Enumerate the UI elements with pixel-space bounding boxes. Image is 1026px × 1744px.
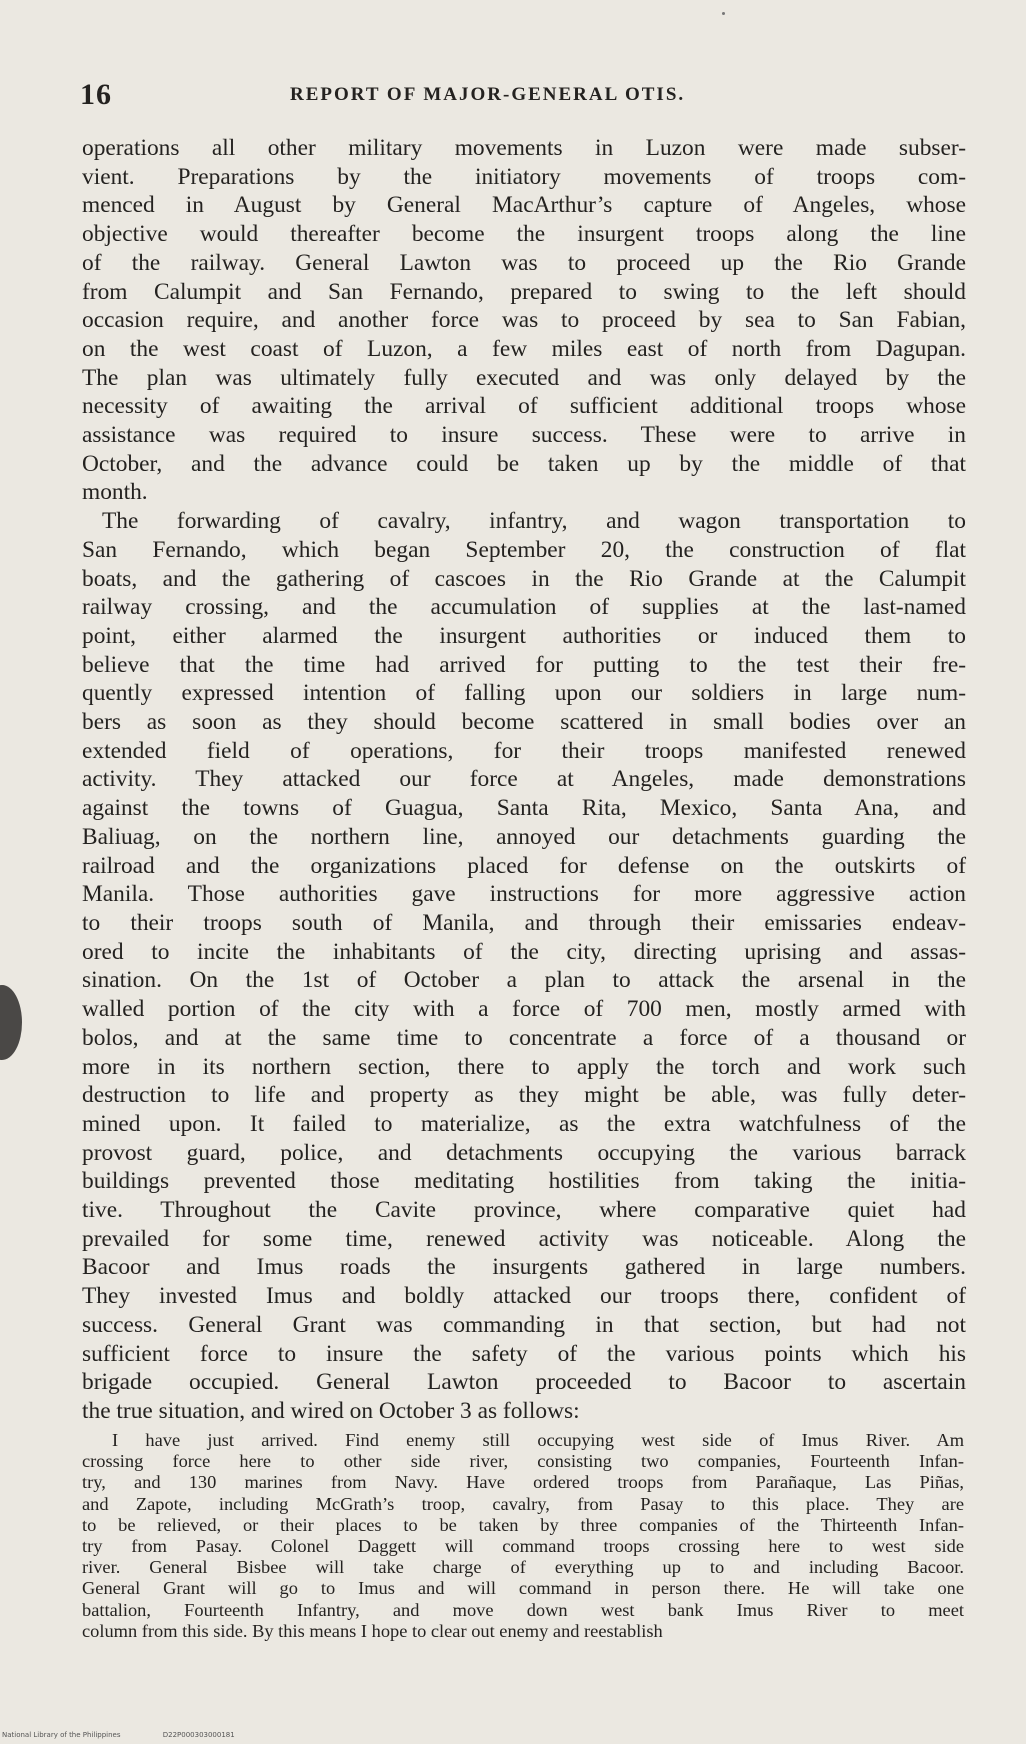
text-line: on the west coast of Luzon, a few miles east of north from Dagupan. xyxy=(82,335,966,362)
paragraph-1 xyxy=(82,134,966,507)
telegram-quote xyxy=(82,1430,964,1642)
text-line: General Grant will go to Imus and will command in person there. He will take one xyxy=(82,1578,964,1599)
text-line: boats, and the gathering of cascoes in the Rio Grande at the Calumpit xyxy=(82,565,966,592)
text-line: I have just arrived. Find enemy still occupying west side of Imus River. Am xyxy=(112,1430,964,1450)
text-line: of the railway. General Lawton was to proceed up the Rio Grande xyxy=(82,249,966,276)
text-line: crossing force here to other side river, consisting two companies, Fourteenth Infan- xyxy=(82,1451,964,1472)
text-line: success. General Grant was commanding in that section, but had not xyxy=(82,1311,966,1338)
text-line: and Zapote, including McGrath’s troop, cavalry, from Pasay to this place. They are xyxy=(82,1493,964,1514)
text-line: Baliuag, on the northern line, annoyed our detachments guarding the xyxy=(82,823,966,850)
text-line: against the towns of Guagua, Santa Rita, Mexico, Santa Ana, and xyxy=(82,795,966,822)
scan-footer xyxy=(2,1731,235,1739)
text-line: the true situation, and wired on October 3 as follows: xyxy=(82,1397,580,1424)
text-line: Bacoor and Imus roads the insurgents gathered in large numbers. xyxy=(82,1254,966,1281)
text-line: San Fernando, which began September 20, the construction of flat xyxy=(82,536,966,563)
text-line: ored to incite the inhabitants of the city, directing uprising and assas- xyxy=(82,938,966,965)
text-line: extended field of operations, for their troops manifested renewed xyxy=(82,737,966,764)
text-line: mined upon. It failed to materialize, as the extra watchfulness of the xyxy=(82,1110,966,1137)
text-line: necessity of awaiting the arrival of sufficient additional troops whose xyxy=(82,393,966,420)
text-line: railway crossing, and the accumulation of supplies at the last-named xyxy=(82,594,966,621)
text-line: to their troops south of Manila, and through their emissaries endeav- xyxy=(82,909,966,936)
text-line: operations all other military movements in Luzon were made subser- xyxy=(82,135,966,161)
text-line: walled portion of the city with a force of 700 men, mostly armed with xyxy=(82,996,966,1023)
page-header xyxy=(80,78,960,110)
running-head: REPORT OF MAJOR-GENERAL OTIS. xyxy=(290,84,686,105)
page-number: 16 xyxy=(80,78,112,111)
text-line: October, and the advance could be taken up by the middle of that xyxy=(82,450,966,477)
text-line: assistance was required to insure success. These were to arrive in xyxy=(82,422,966,449)
library-credit: National Library of the Philippines xyxy=(2,1731,121,1739)
text-line: from Calumpit and San Fernando, prepared to swing to the left should xyxy=(82,278,966,305)
text-line: The plan was ultimately fully executed and was only delayed by the xyxy=(82,364,966,391)
text-line: to be relieved, or their places to be taken by three companies of the Thirteenth Infan- xyxy=(82,1514,964,1535)
text-line: point, either alarmed the insurgent authorities or induced them to xyxy=(82,622,966,649)
scan-speck xyxy=(722,12,725,15)
text-line: bers as soon as they should become scattered in small bodies over an xyxy=(82,709,966,736)
text-line: bolos, and at the same time to concentrate a force of a thousand or xyxy=(82,1024,966,1051)
binding-shadow xyxy=(0,985,22,1060)
text-line: objective would thereafter become the insurgent troops along the line xyxy=(82,221,966,248)
body-text xyxy=(82,134,966,1426)
paragraph-2 xyxy=(82,507,966,1426)
text-line: month. xyxy=(82,479,148,506)
text-line: tive. Throughout the Cavite province, where comparative quiet had xyxy=(82,1197,966,1224)
text-line: destruction to life and property as they might be able, was fully deter- xyxy=(82,1082,966,1109)
text-line: The forwarding of cavalry, infantry, and wagon transportation to xyxy=(102,508,966,535)
text-line: activity. They attacked our force at Angeles, made demonstrations xyxy=(82,766,966,793)
text-line: believe that the time had arrived for putting to the test their fre- xyxy=(82,651,966,678)
text-line: column from this side. By this means I hope to clear out enemy and reestablish xyxy=(82,1620,663,1641)
text-line: vient. Preparations by the initiatory movements of troops com- xyxy=(82,163,966,190)
text-line: They invested Imus and boldly attacked our troops there, confident of xyxy=(82,1283,966,1310)
text-line: sufficient force to insure the safety of the various points which his xyxy=(82,1340,966,1367)
text-line: brigade occupied. General Lawton proceeded to Bacoor to ascertain xyxy=(82,1369,966,1396)
text-line: quently expressed intention of falling upon our soldiers in large num- xyxy=(82,680,966,707)
text-line: try from Pasay. Colonel Daggett will command troops crossing here to west side xyxy=(82,1536,964,1557)
text-line: more in its northern section, there to apply the torch and work such xyxy=(82,1053,966,1080)
text-line: river. General Bisbee will take charge of everything up to and including Bacoor. xyxy=(82,1557,964,1578)
text-line: sination. On the 1st of October a plan to attack the arsenal in the xyxy=(82,967,966,994)
text-line: railroad and the organizations placed for defense on the outskirts of xyxy=(82,852,966,879)
text-line: prevailed for some time, renewed activity was noticeable. Along the xyxy=(82,1225,966,1252)
text-line: try, and 130 marines from Navy. Have ordered troops from Parañaque, Las Piñas, xyxy=(82,1472,964,1493)
text-line: occasion require, and another force was to proceed by sea to San Fabian, xyxy=(82,307,966,334)
text-line: buildings prevented those meditating hostilities from taking the initia- xyxy=(82,1168,966,1195)
text-line: provost guard, police, and detachments occupying the various barrack xyxy=(82,1139,966,1166)
text-line: battalion, Fourteenth Infantry, and move down west bank Imus River to meet xyxy=(82,1599,964,1620)
document-id: D22P000303000181 xyxy=(162,1731,235,1739)
text-line: Manila. Those authorities gave instructions for more aggressive action xyxy=(82,881,966,908)
text-line: menced in August by General MacArthur’s capture of Angeles, whose xyxy=(82,192,966,219)
